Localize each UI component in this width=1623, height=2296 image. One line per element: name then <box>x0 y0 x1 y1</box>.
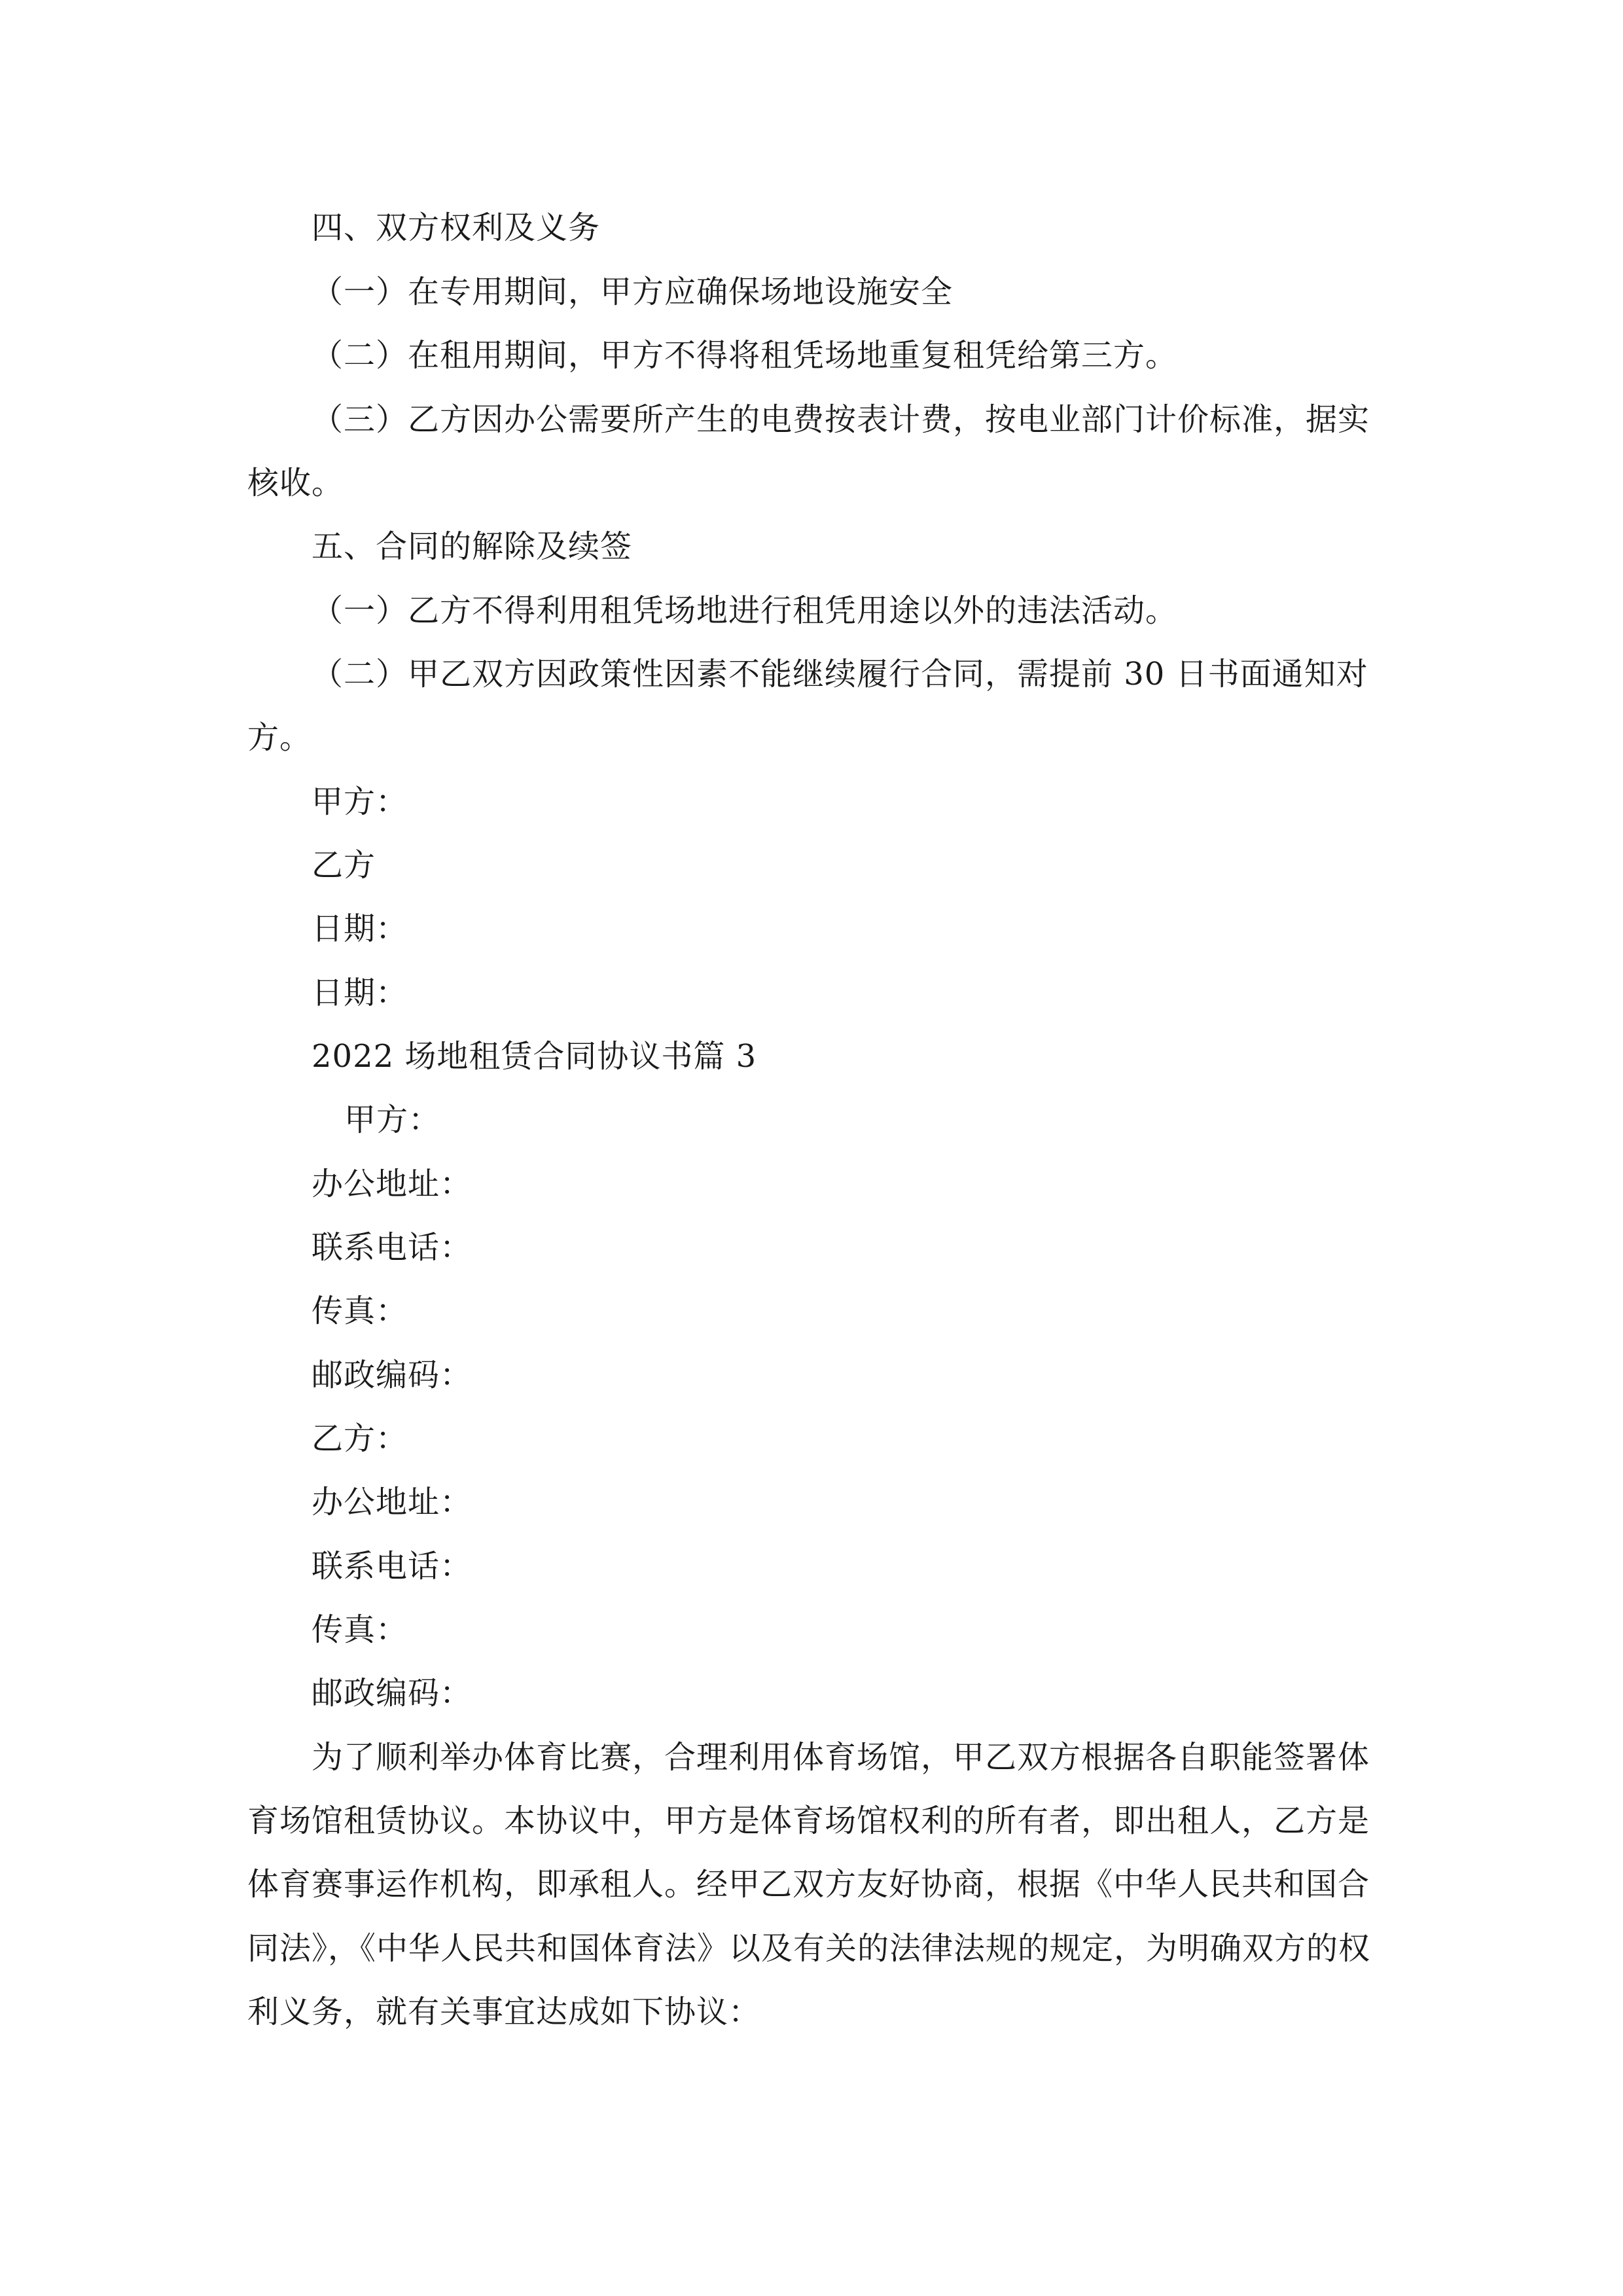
paragraph-line: 体育赛事运作机构，即承租人。经甲乙双方友好协商，根据《中华人民共和国合 <box>247 1866 1370 1903</box>
clause-line: （一）乙方不得利用租凭场地进行租凭用途以外的违法活动。 <box>312 592 1178 629</box>
paragraph-line: 育场馆租赁协议。本协议中，甲方是体育场馆权利的所有者，即出租人，乙方是 <box>247 1803 1370 1839</box>
clause-line-continuation: 核收。 <box>247 465 344 501</box>
field-label: 办公地址： <box>312 1484 473 1520</box>
clause-line: （二）在租用期间，甲方不得将租凭场地重复租凭给第三方。 <box>312 337 1178 374</box>
field-label: 传真： <box>312 1611 408 1648</box>
field-label: 联系电话： <box>312 1229 473 1266</box>
clause-line: （三）乙方因办公需要所产生的电费按表计费，按电业部门计价标准，据实 <box>312 401 1370 438</box>
paragraph-line: 利义务，就有关事宜达成如下协议： <box>247 1994 761 2030</box>
signature-date: 日期： <box>312 975 408 1011</box>
section-heading-termination: 五、合同的解除及续签 <box>312 528 633 565</box>
field-label: 办公地址： <box>312 1166 473 1202</box>
field-label: 邮政编码： <box>312 1675 473 1712</box>
field-label: 传真： <box>312 1293 408 1329</box>
clause-line: （一）在专用期间，甲方应确保场地设施安全 <box>312 274 954 310</box>
paragraph-line: 同法》，《中华人民共和国体育法》以及有关的法律法规的规定，为明确双方的权 <box>247 1930 1371 1967</box>
field-label: 联系电话： <box>312 1548 473 1585</box>
party-b-label: 乙方： <box>312 1420 408 1457</box>
signature-party-b: 乙方 <box>312 847 376 884</box>
signature-party-a: 甲方： <box>312 783 408 820</box>
field-label: 邮政编码： <box>312 1357 473 1393</box>
signature-date: 日期： <box>312 910 408 947</box>
clause-line-continuation: 方。 <box>247 719 312 756</box>
party-a-label: 甲方： <box>344 1102 441 1138</box>
article-title: 2022 场地租赁合同协议书篇 3 <box>312 1038 757 1075</box>
clause-line: （二）甲乙双方因政策性因素不能继续履行合同，需提前 30 日书面通知对 <box>312 656 1368 692</box>
section-heading-rights-obligations: 四、双方权利及义务 <box>312 209 601 246</box>
paragraph-line: 为了顺利举办体育比赛，合理利用体育场馆，甲乙双方根据各自职能签署体 <box>312 1739 1370 1776</box>
